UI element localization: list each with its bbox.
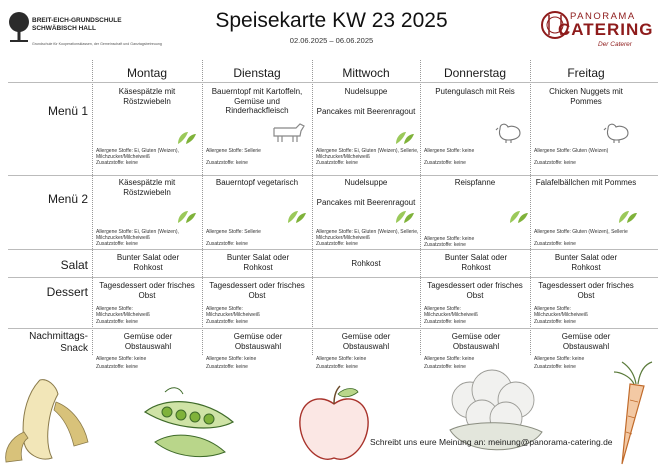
row-divider [8, 328, 658, 329]
menu2-wednesday-allergens: Allergene Stoffe: Ei, Gluten (Weizen), Sellerie, Milchzucker/Milcheiweiß [316, 229, 419, 241]
menu2-wednesday-dish-1: Nudelsuppe [344, 178, 388, 187]
snack-wednesday-allergens: Allergene Stoffe: keine [316, 356, 367, 362]
menu2-tuesday-allergens: Allergene Stoffe: Sellerie [206, 229, 261, 235]
dessert-friday-additives: Zusatzstoffe: keine [534, 319, 576, 325]
dessert-friday-allergens: Allergene Stoffe: Milchzucker/Milcheiweiß [534, 306, 588, 318]
menu1-monday-allergens: Allergene Stoffe: Ei, Gluten (Weizen), Milchzucker/Milcheiweiß [96, 148, 179, 160]
day-header-thursday: Donnerstag [443, 66, 507, 80]
day-header-wednesday: Mittwoch [342, 66, 390, 80]
dessert-friday-dish: Tagesdessert oder frisches Obst [538, 281, 634, 300]
school-name: BREIT-EICH-GRUNDSCHULE SCHWÄBISCH HALL [32, 17, 122, 32]
menu2-monday-allergens: Allergene Stoffe: Ei, Gluten (Weizen), Milchzucker/Milcheiweiß [96, 229, 179, 241]
row-divider [8, 277, 658, 278]
leaf-icon [286, 209, 308, 225]
snack-tuesday-dish: Gemüse oder Obstauswahl [233, 332, 283, 351]
chicken-icon [602, 119, 632, 143]
snack-thursday-additives: Zusatzstoffe: keine [424, 364, 466, 370]
menu1-tuesday-additives: Zusatzstoffe: keine [206, 160, 248, 166]
banana-illustration [0, 372, 110, 465]
dessert-thursday-additives: Zusatzstoffe: keine [424, 319, 466, 325]
dessert-tuesday-dish: Tagesdessert oder frisches Obst [209, 281, 305, 300]
snack-monday-dish: Gemüse oder Obstauswahl [123, 332, 173, 351]
brand-logo [540, 8, 658, 52]
leaf-icon [508, 209, 530, 225]
snack-tuesday-allergens: Allergene Stoffe: keine [206, 356, 257, 362]
column-divider [312, 60, 313, 355]
salat-thursday: Bunter Salat oder Rohkost [444, 253, 508, 272]
day-header-tuesday: Dienstag [233, 66, 281, 80]
row-label-dessert: Dessert [46, 285, 88, 299]
leaf-icon [176, 130, 198, 146]
snack-friday-additives: Zusatzstoffe: keine [534, 364, 576, 370]
menu1-tuesday-dish: Bauerntopf mit Kartoffeln, Gemüse und Rinderhackfleisch [211, 87, 303, 115]
cow-icon [270, 120, 306, 144]
column-divider [92, 60, 93, 355]
salat-tuesday: Bunter Salat oder Rohkost [226, 253, 290, 272]
snack-wednesday-additives: Zusatzstoffe: keine [316, 364, 358, 370]
feedback-note: Schreibt uns eure Meinung an: meinung@panorama-catering.de [370, 437, 613, 447]
row-divider [8, 82, 658, 83]
menu1-thursday-additives: Zusatzstoffe: keine [424, 160, 466, 166]
row-label-salat: Salat [60, 258, 88, 272]
menu2-thursday-additives: Zusatzstoffe: keine [424, 242, 466, 248]
row-label-menu1: Menü 1 [47, 104, 88, 118]
snack-tuesday-additives: Zusatzstoffe: keine [206, 364, 248, 370]
page-title: Speisekarte KW 23 2025 [215, 9, 448, 32]
day-header-friday: Freitag [567, 66, 605, 80]
menu2-thursday-dish: Reispfanne [454, 178, 496, 187]
peas-illustration [135, 382, 245, 465]
dessert-monday-allergens: Allergene Stoffe: Milchzucker/Milcheiweiß [96, 306, 150, 318]
dessert-tuesday-additives: Zusatzstoffe: keine [206, 319, 248, 325]
apple-illustration [292, 382, 376, 465]
menu1-wednesday-additives: Zusatzstoffe: keine [316, 160, 358, 166]
column-divider [420, 60, 421, 355]
menu1-friday-allergens: Allergene Stoffe: Gluten (Weizen) [534, 148, 609, 154]
dessert-monday-additives: Zusatzstoffe: keine [96, 319, 138, 325]
brand-name: CATERING [558, 20, 654, 39]
menu2-tuesday-dish: Bauerntopf vegetarisch [215, 178, 299, 187]
row-label-menu2: Menü 2 [47, 192, 88, 206]
salat-monday: Bunter Salat oder Rohkost [116, 253, 180, 272]
menu1-friday-additives: Zusatzstoffe: keine [534, 160, 576, 166]
dessert-thursday-allergens: Allergene Stoffe: Milchzucker/Milcheiweiß [424, 306, 478, 318]
column-divider [530, 60, 531, 355]
row-divider [8, 175, 658, 176]
dessert-monday-dish: Tagesdessert oder frisches Obst [99, 281, 195, 300]
cauliflower-illustration [430, 360, 560, 465]
dessert-tuesday-allergens: Allergene Stoffe: Milchzucker/Milcheiweiß [206, 306, 260, 318]
leaf-icon [394, 130, 416, 146]
row-label-snack: Nachmittags- Snack [29, 331, 88, 354]
menu2-friday-allergens: Allergene Stoffe: Gluten (Weizen), Sellerie [534, 229, 628, 235]
salat-wednesday: Rohkost [351, 259, 381, 268]
menu2-wednesday-dish-2: Pancakes mit Beerenragout [316, 198, 416, 207]
menu1-wednesday-dish-1: Nudelsuppe [344, 87, 388, 96]
menu1-thursday-allergens: Allergene Stoffe: keine [424, 148, 475, 154]
menu2-monday-dish: Käsespätzle mit Röstzwiebeln [118, 178, 176, 197]
menu1-monday-dish: Käsespätzle mit Röstzwiebeln [118, 87, 176, 106]
leaf-icon [176, 209, 198, 225]
snack-thursday-dish: Gemüse oder Obstauswahl [451, 332, 501, 351]
menu2-monday-additives: Zusatzstoffe: keine [96, 241, 138, 247]
leaf-icon [394, 209, 416, 225]
salat-friday: Bunter Salat oder Rohkost [554, 253, 618, 272]
day-header-monday: Montag [126, 66, 168, 80]
brand-tagline: Der Caterer [598, 41, 632, 48]
brand-top: PANORAMA [570, 11, 636, 22]
snack-wednesday-dish: Gemüse oder Obstauswahl [341, 332, 391, 351]
menu1-wednesday-dish-2: Pancakes mit Beerenragout [316, 107, 416, 116]
snack-monday-additives: Zusatzstoffe: keine [96, 364, 138, 370]
menu1-thursday-dish: Putengulasch mit Reis [435, 87, 515, 96]
menu2-thursday-allergens: Allergene Stoffe: keine [424, 236, 475, 242]
menu2-wednesday-additives: Zusatzstoffe: keine [316, 241, 358, 247]
menu2-tuesday-additives: Zusatzstoffe: keine [206, 241, 248, 247]
menu1-monday-additives: Zusatzstoffe: keine [96, 160, 138, 166]
snack-monday-allergens: Allergene Stoffe: keine [96, 356, 147, 362]
snack-friday-dish: Gemüse oder Obstauswahl [561, 332, 611, 351]
menu1-tuesday-allergens: Allergene Stoffe: Sellerie [206, 148, 261, 154]
dessert-thursday-dish: Tagesdessert oder frisches Obst [427, 281, 523, 300]
chicken-icon [494, 119, 524, 143]
date-range: 02.06.2025 – 06.06.2025 [289, 36, 374, 45]
leaf-icon [617, 209, 639, 225]
menu2-friday-dish: Falafelbällchen mit Pommes [535, 178, 637, 187]
snack-friday-allergens: Allergene Stoffe: keine [534, 356, 585, 362]
menu1-wednesday-allergens: Allergene Stoffe: Ei, Gluten (Weizen), Sellerie, Milchzucker/Milcheiweiß [316, 148, 419, 160]
menu2-friday-additives: Zusatzstoffe: keine [534, 241, 576, 247]
row-divider [8, 249, 658, 250]
carrot-illustration [600, 360, 663, 465]
school-subtitle: Grundschule für Kooperationsklassen, der Gemeinschaft und Ganztagsbetreuung [32, 42, 162, 46]
column-divider [202, 60, 203, 355]
snack-thursday-allergens: Allergene Stoffe: keine [424, 356, 475, 362]
menu1-friday-dish: Chicken Nuggets mit Pommes [549, 87, 623, 106]
